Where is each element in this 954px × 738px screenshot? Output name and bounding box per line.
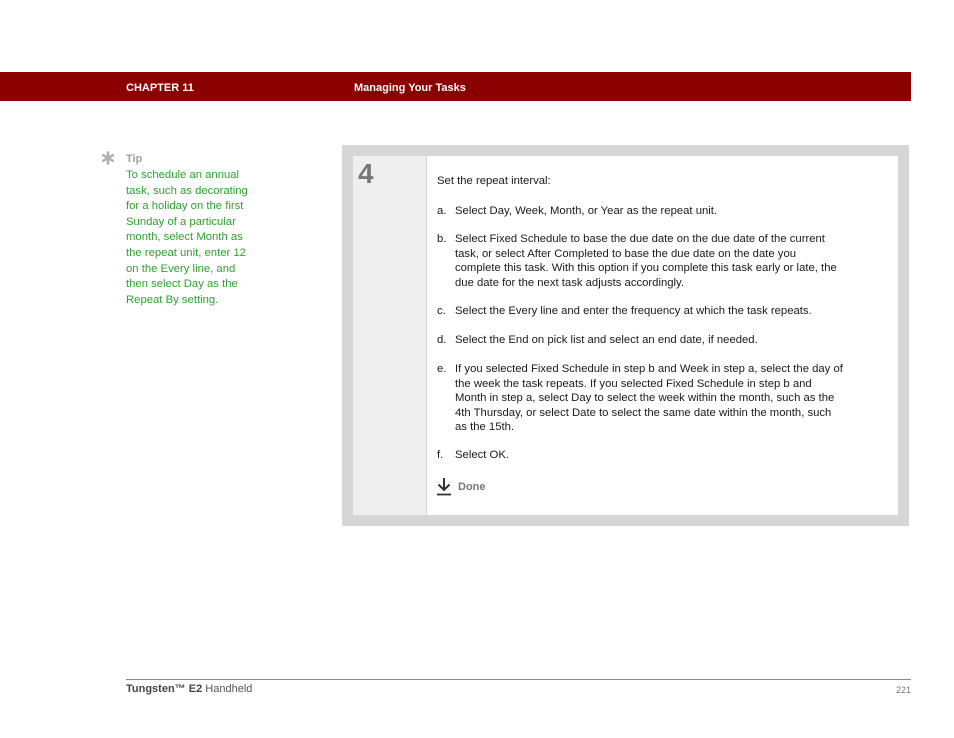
tip-line: month, select Month as [126,231,243,244]
product-name: Tungsten™ [126,683,186,695]
item-line: If you selected Fixed Schedule in step b and Week in step a, select the day of [455,363,843,375]
item-line: Select Fixed Schedule to base the due date on the due date of the current [455,233,825,245]
step-item-b [437,232,889,290]
item-line: the week the task repeats. If you selected Fixed Schedule in step b and [455,377,812,390]
item-line: due date for the next task adjusts accordingly. [455,276,684,289]
item-line: 4th Thursday, or select Date to select the same date within the month, such [455,406,832,419]
step-number: 4 [358,158,374,189]
item-line: Month in step a, select Day to select the week within the month, such as the [455,392,835,405]
item-line: Select Day, Week, Month, or Year as the repeat unit. [455,205,718,217]
tip-line: To schedule an annual [126,169,240,181]
item-letter: b. [437,233,447,245]
tip-line: task, such as decorating [126,184,248,197]
item-line: Select the End on pick list and select an end date, if needed. [455,334,758,346]
product-model: E2 [188,683,203,695]
item-letter: e. [437,363,447,375]
item-letter: a. [437,205,447,217]
footer-product-name [126,683,252,695]
step-item-e [437,362,889,435]
done-label: Done [458,481,486,493]
asterisk-icon [101,151,115,165]
tip-line: Sunday of a particular [126,215,236,228]
tip-line: on the Every line, and [126,262,236,275]
item-letter: d. [437,334,447,346]
step-item-c [437,304,889,319]
down-arrow-icon [436,477,452,496]
item-line: Select the Every line and enter the frequency at which the task repeats. [455,305,812,317]
item-line: as the 15th. [455,421,515,434]
tip-line: then select Day as the [126,278,238,291]
step-item-f [437,448,889,463]
item-line: complete this task. With this option if you complete this task early or late, the [455,262,837,275]
tip-heading: Tip [126,153,143,165]
chapter-title: Managing Your Tasks [354,82,466,94]
item-letter: c. [437,305,446,317]
tip-line: the repeat unit, enter 12 [126,246,246,259]
step-item-a [437,204,889,219]
page-number: 221 [895,685,911,695]
step-intro: Set the repeat interval: [437,175,551,187]
tip-text [126,168,271,308]
item-line: Select OK. [455,449,509,461]
step-number-column [353,156,426,515]
item-line: task, or select After Completed to base the due date on the date you [455,247,797,260]
product-suffix: Handheld [205,683,253,695]
item-letter: f. [437,449,444,461]
step-item-d [437,333,889,348]
chapter-label: CHAPTER 11 [126,82,194,94]
footer-divider [126,679,911,680]
tip-line: Repeat By setting. [126,293,219,306]
tip-line: for a holiday on the first [126,200,244,213]
